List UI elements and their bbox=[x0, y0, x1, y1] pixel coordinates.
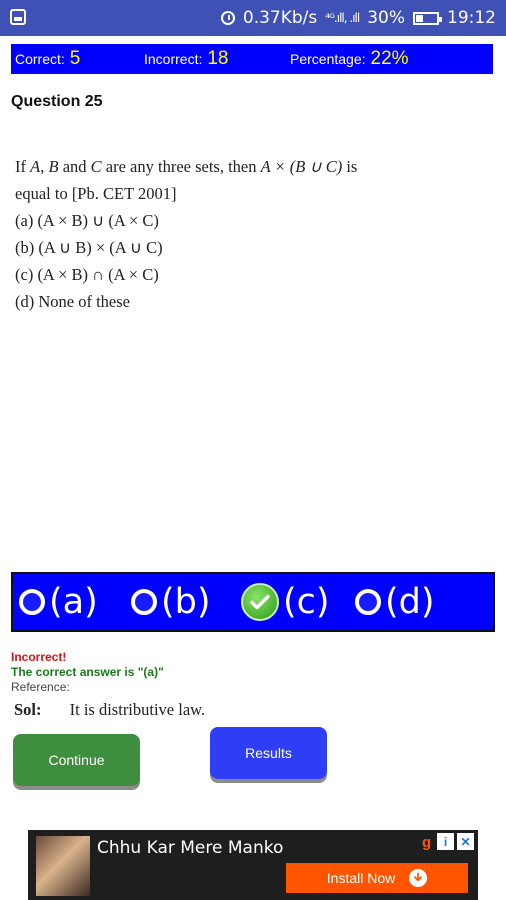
ad-brand-icon: g bbox=[422, 834, 432, 851]
alarm-icon bbox=[221, 11, 235, 25]
checkmark-icon[interactable] bbox=[241, 583, 279, 621]
percentage-value: 22% bbox=[370, 48, 409, 69]
percentage-score bbox=[290, 44, 409, 74]
correct-score bbox=[15, 44, 80, 74]
ad-banner[interactable] bbox=[28, 830, 478, 900]
clock: 19:12 bbox=[447, 8, 496, 28]
close-icon[interactable]: ✕ bbox=[457, 833, 474, 850]
set-symbol: C bbox=[90, 157, 102, 176]
info-icon[interactable]: i bbox=[437, 833, 454, 850]
question-option-c: (c) (A × B) ∩ (A × C) bbox=[15, 265, 159, 284]
network-speed: 0.37Kb/s bbox=[242, 8, 318, 28]
continue-button[interactable]: Continue bbox=[13, 734, 140, 786]
question-text: If bbox=[15, 157, 26, 176]
download-icon bbox=[409, 869, 427, 887]
question-option-a: (a) (A × B) ∪ (A × C) bbox=[15, 211, 159, 230]
answer-option-d[interactable] bbox=[355, 574, 435, 630]
install-label: Install Now bbox=[326, 870, 396, 886]
solution-text: It is distributive law. bbox=[69, 700, 206, 719]
correct-answer-text: The correct answer is "(a)" bbox=[11, 665, 164, 679]
ad-controls bbox=[437, 833, 474, 850]
question-text: are any three sets, then bbox=[105, 157, 257, 176]
result-text: Incorrect! bbox=[11, 650, 67, 664]
answer-label-c: (c) bbox=[283, 582, 330, 622]
results-button[interactable]: Results bbox=[210, 727, 327, 779]
ad-title[interactable]: Chhu Kar Mere Manko bbox=[97, 838, 284, 858]
question-text: is bbox=[346, 157, 358, 176]
math-expression: A × (B ∪ C) bbox=[260, 157, 343, 176]
answer-option-a[interactable] bbox=[19, 574, 98, 630]
score-bar bbox=[11, 44, 493, 74]
ad-thumbnail[interactable] bbox=[36, 836, 90, 896]
battery-icon bbox=[413, 12, 439, 25]
question-text: , bbox=[40, 157, 45, 176]
question-option-d: (d) None of these bbox=[15, 292, 131, 311]
incorrect-score bbox=[144, 44, 229, 74]
question-option-b: (b) (A ∪ B) × (A ∪ C) bbox=[15, 238, 163, 257]
answer-selector bbox=[11, 572, 495, 632]
solution-label: Sol: bbox=[14, 700, 42, 719]
battery-percent: 30% bbox=[367, 8, 405, 28]
status-bar bbox=[0, 0, 506, 36]
install-now-button[interactable] bbox=[286, 863, 468, 893]
set-symbol: B bbox=[48, 157, 59, 176]
question-title: Question 25 bbox=[11, 93, 103, 110]
radio-icon[interactable] bbox=[19, 589, 45, 615]
question-line-1 bbox=[15, 153, 495, 180]
correct-value: 5 bbox=[69, 48, 81, 69]
question-body bbox=[15, 153, 495, 315]
solution bbox=[14, 700, 205, 720]
answer-label-a: (a) bbox=[49, 582, 98, 622]
answer-label-b: (b) bbox=[161, 582, 211, 622]
incorrect-value: 18 bbox=[207, 48, 229, 69]
incorrect-label: Incorrect: bbox=[144, 51, 203, 67]
question-text: and bbox=[62, 157, 87, 176]
correct-label: Correct: bbox=[15, 51, 65, 67]
set-symbol: A bbox=[30, 157, 41, 176]
reference-label: Reference: bbox=[11, 680, 70, 694]
percentage-label: Percentage: bbox=[290, 51, 366, 67]
answer-option-b[interactable] bbox=[131, 574, 211, 630]
question-line-2: equal to [Pb. CET 2001] bbox=[15, 184, 177, 203]
signal-icon: ⁴ᴳ.ıll, .ıll bbox=[325, 11, 360, 25]
radio-icon[interactable] bbox=[355, 589, 381, 615]
answer-label-d: (d) bbox=[385, 582, 435, 622]
notification-icon bbox=[10, 9, 26, 25]
radio-icon[interactable] bbox=[131, 589, 157, 615]
answer-option-c[interactable] bbox=[241, 574, 330, 630]
